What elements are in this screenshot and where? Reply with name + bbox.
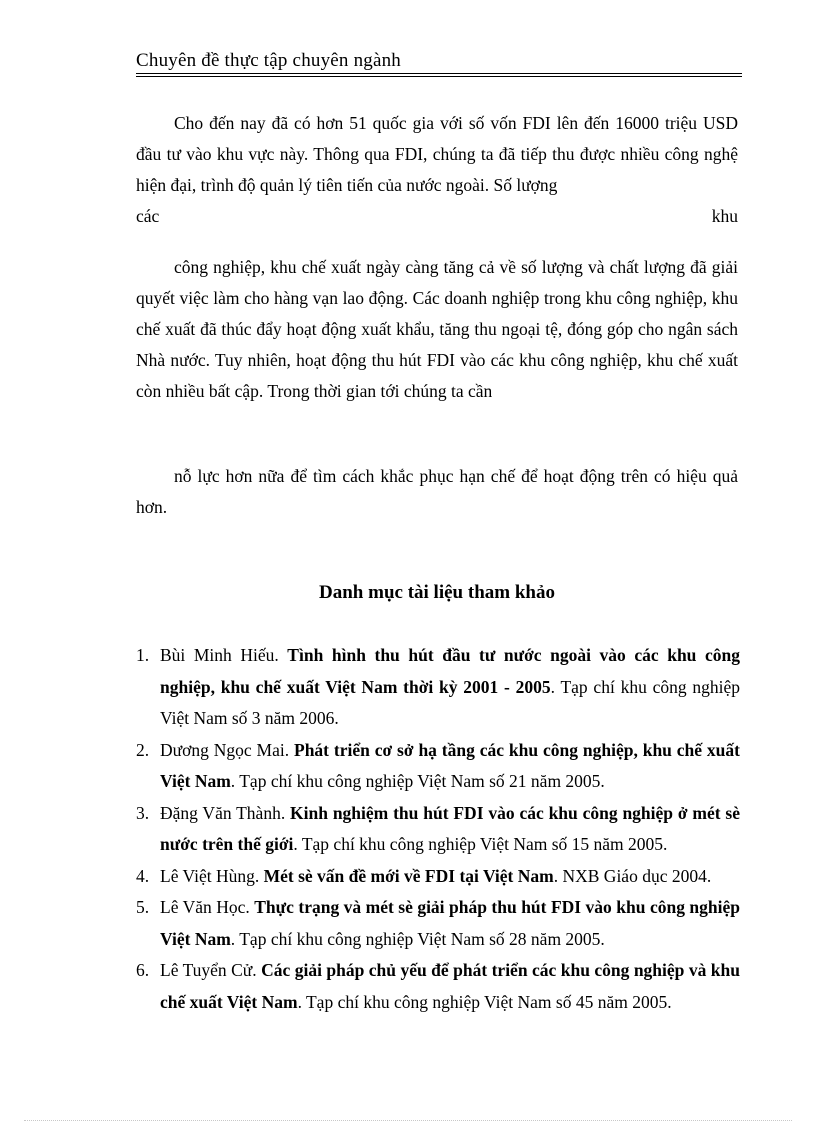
reference-title: Các giải pháp chủ yếu để phát triển các khu công nghiệp và khu chế xuất Việt Nam [160,960,740,1012]
reference-number: 6. [136,960,150,980]
paragraph-1-end-left: các [136,206,160,226]
paragraph-2 [136,252,738,407]
paragraph-3-text: nỗ lực hơn nữa để tìm cách khắc phục hạn chế để hoạt động trên có hiệu quả hơn. [136,466,738,517]
paragraph-1-end-right: khu [711,206,738,226]
reference-source: . Tạp chí khu công nghiệp Việt Nam số 3 năm 2006. [160,676,741,728]
reference-item [136,640,740,735]
reference-source: . Tạp chí khu công nghiệp Việt Nam số 21 năm 2005. [230,771,605,791]
page-bottom-divider [24,1120,792,1121]
reference-list [136,640,740,1018]
reference-number: 3. [136,802,150,823]
header-rule [136,73,742,77]
reference-item [136,955,740,1018]
reference-title: Kinh nghiệm thu hút FDI vào các khu công nghiệp ở mét sè nước trên thế giới [160,802,740,854]
paragraph-2-text: công nghiệp, khu chế xuất ngày càng tăng cả về số lượng và chất lượng đã giải quyết việc làm cho hàng vạn lao động. Các doanh nghiệp trong khu công nghiệp, khu chế xuất đã thúc đẩy hoạt động xuất khẩu, tăng thu ngoại tệ, đóng góp cho ngân sách Nhà nước. Tuy nhiên, hoạt động thu hút FDI vào các khu công nghiệp, khu chế xuất còn nhiều bất cập. Trong thời gian tới chúng ta cần [136,257,738,401]
reference-item [136,861,740,893]
reference-number: 1. [136,645,150,665]
reference-author: Bùi Minh Hiếu. [160,645,288,665]
reference-source: . NXB Giáo dục 2004. [553,865,712,886]
reference-author: Dương Ngọc Mai. [160,739,294,760]
reference-author: Lê Tuyển Cử. [160,960,262,980]
header-title: Chuyên đề thực tập chuyên ngành [136,50,402,71]
reference-number: 5. [136,897,150,917]
paragraph-1-last-line [136,201,738,232]
references-heading: Danh mục tài liệu tham khảo [319,582,555,603]
page-header [136,50,742,77]
reference-source: . Tạp chí khu công nghiệp Việt Nam số 45 năm 2005. [297,991,672,1012]
paragraph-1 [136,108,738,232]
reference-item [136,735,740,798]
reference-title: Thực trạng và mét sè giải pháp thu hút FDI vào khu công nghiệp Việt Nam [160,897,740,949]
reference-source: . Tạp chí khu công nghiệp Việt Nam số 28 năm 2005. [230,928,605,949]
paragraph-3 [136,461,738,523]
reference-title: Phát triển cơ sở hạ tầng các khu công nghiệp, khu chế xuất Việt Nam [160,739,740,791]
reference-number: 4. [136,865,150,886]
paragraph-1-text: Cho đến nay đã có hơn 51 quốc gia với số vốn FDI lên đến 16000 triệu USD đầu tư vào khu vực này. Thông qua FDI, chúng ta đã tiếp thu được nhiều công nghệ hiện đại, trình độ quản lý tiên tiến của nước ngoài. Số lượng [136,113,738,195]
reference-author: Đặng Văn Thành. [160,802,291,823]
reference-title: Tình hình thu hút đầu tư nước ngoài vào các khu công nghiệp, khu chế xuất Việt Nam thời kỳ 2001 - 2005 [160,645,740,697]
reference-source: . Tạp chí khu công nghiệp Việt Nam số 15 năm 2005. [293,834,668,854]
reference-author: Lê Việt Hùng. [160,865,264,886]
reference-title: Mét sè vấn đề mới về FDI tại Việt Nam [263,865,554,886]
reference-item [136,798,740,861]
reference-author: Lê Văn Học. [160,897,255,917]
reference-number: 2. [136,739,150,760]
reference-item [136,892,740,955]
